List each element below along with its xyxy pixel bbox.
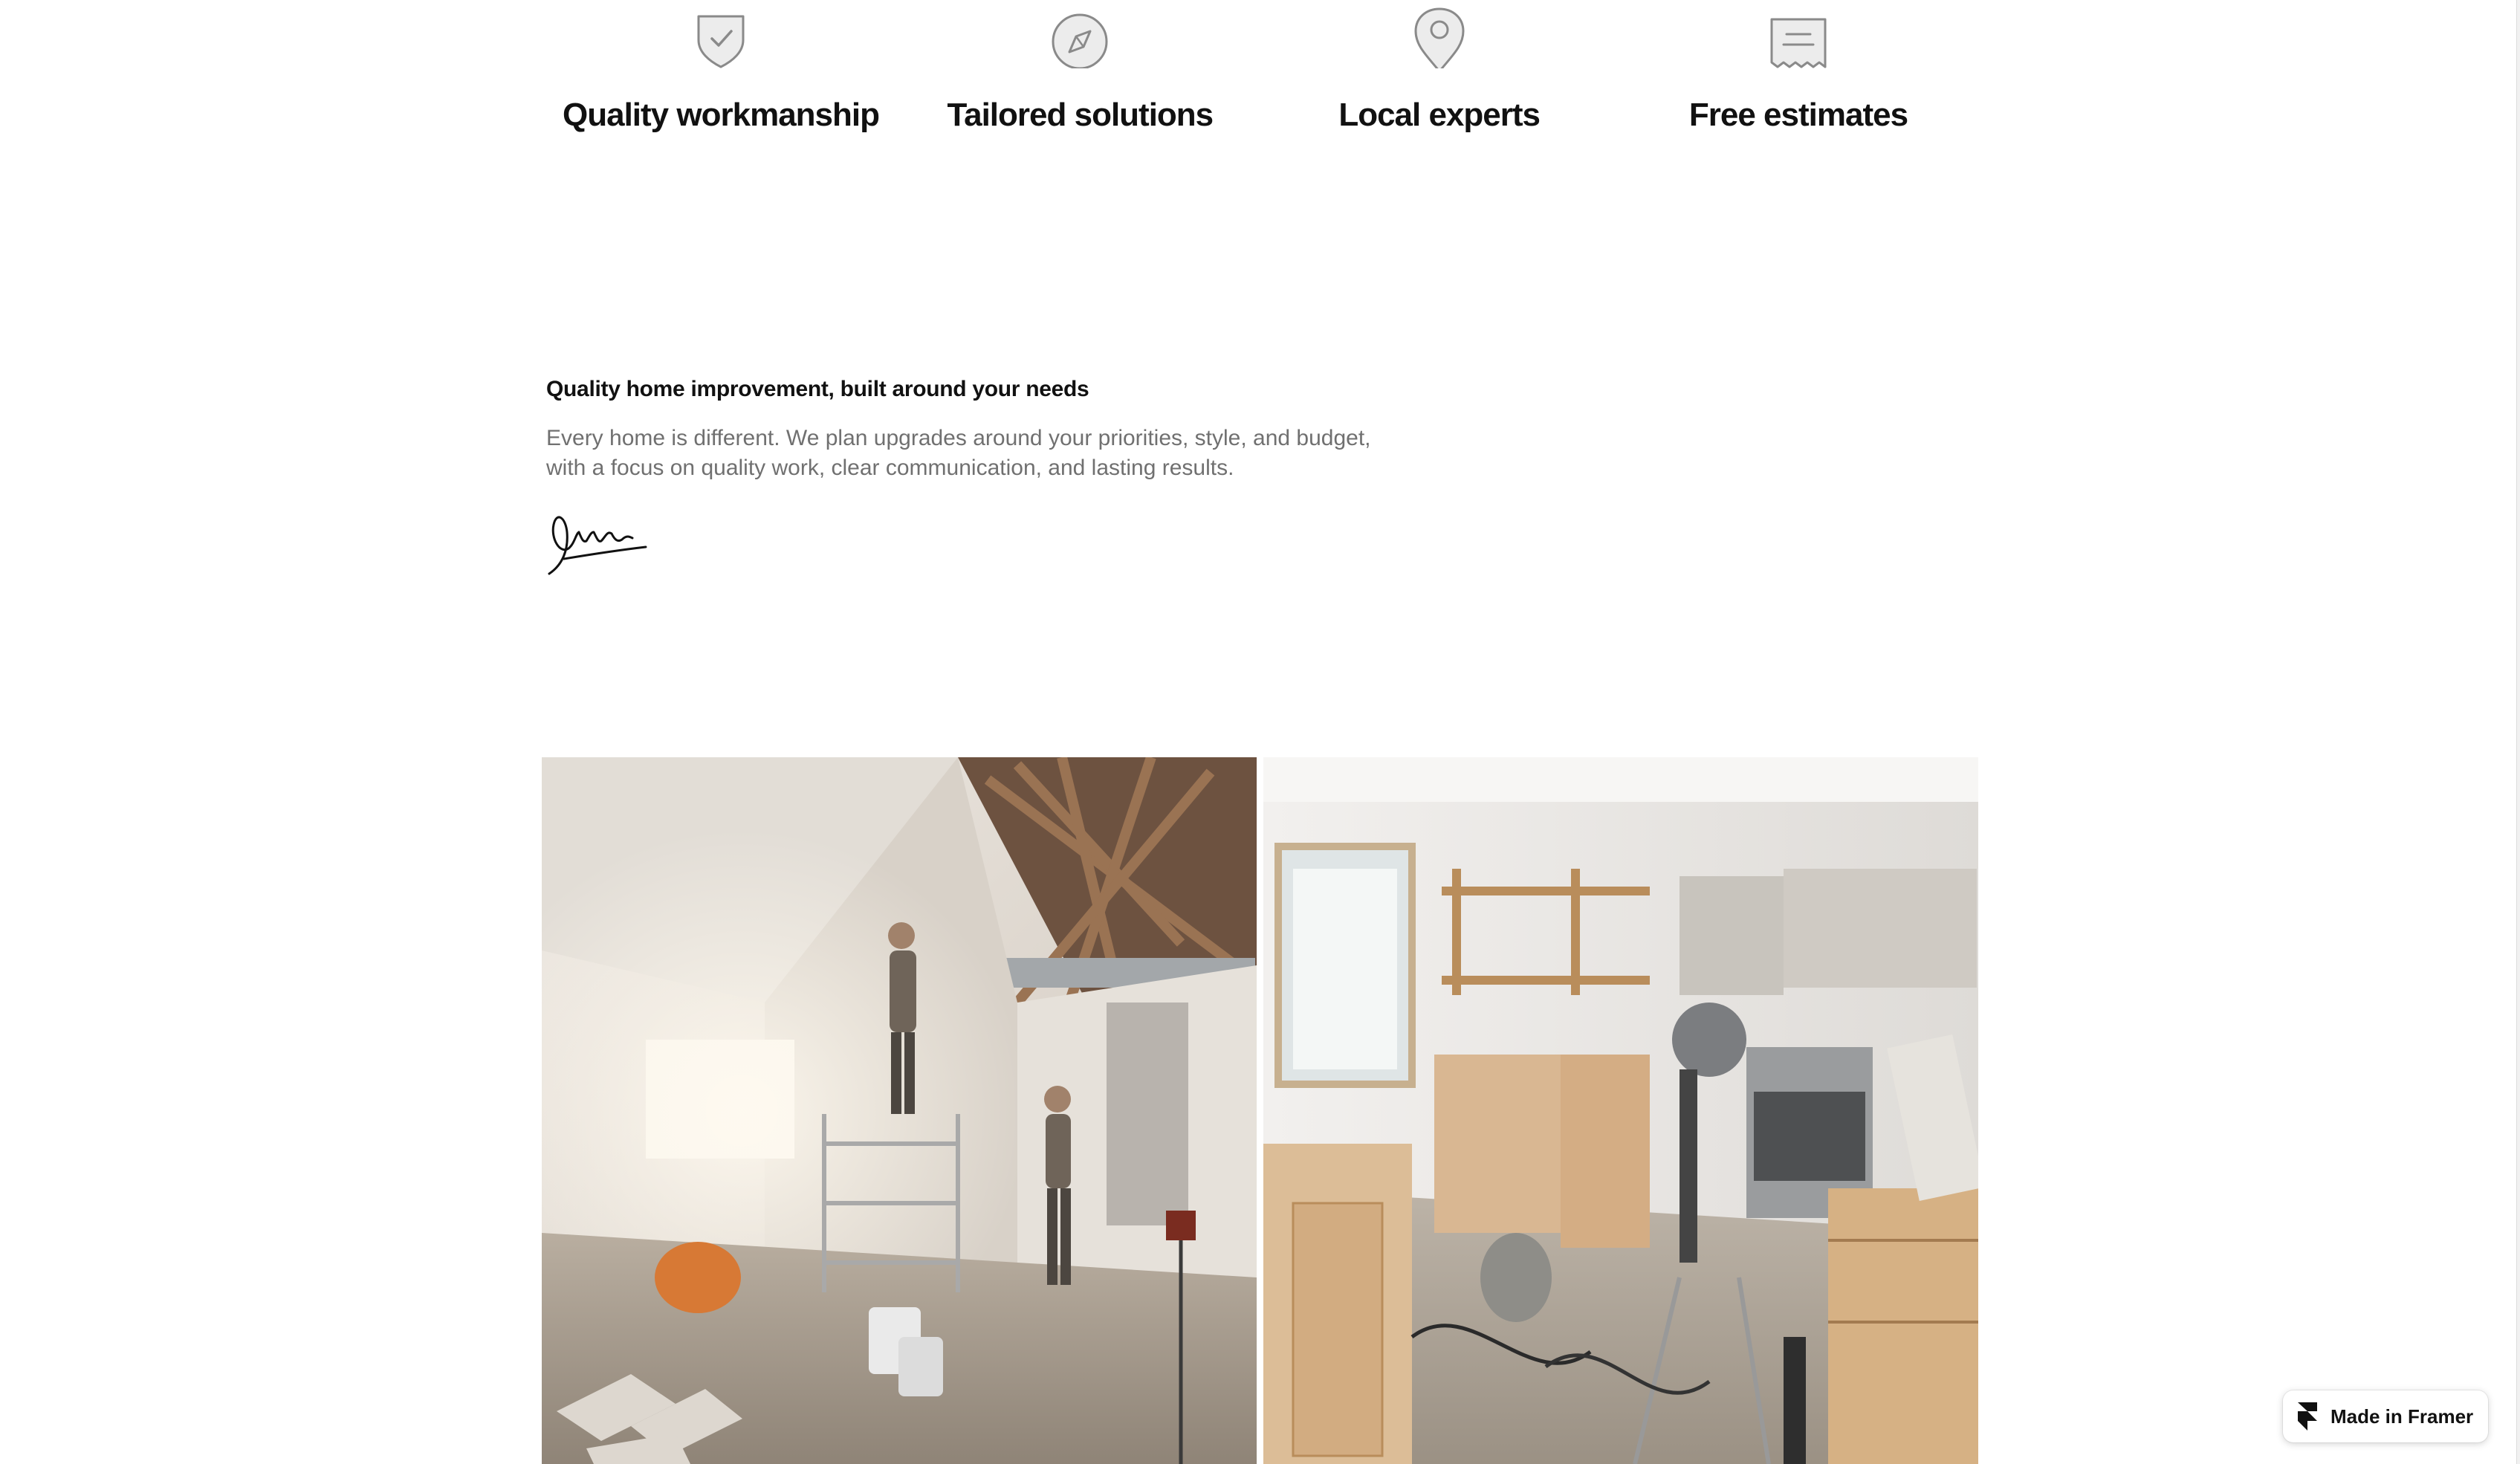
feature-label: Quality workmanship [563,97,879,133]
feature-tailored-solutions [901,6,1258,155]
intro-section [546,372,1379,577]
made-in-framer-badge[interactable] [2283,1390,2488,1442]
made-in-framer-label: Made in Framer [2330,1405,2474,1428]
feature-local-experts [1261,6,1618,155]
feature-label: Local experts [1338,97,1540,133]
compass-icon [1049,6,1111,68]
intro-body: Every home is different. We plan upgrades around your priorities, style, and budget, with a focus on quality work, clear communication, and lasting results. [546,426,1371,480]
feature-label: Free estimates [1688,97,1908,133]
feature-quality-workmanship [542,6,899,155]
renovation-photo-living-room [542,757,1257,1464]
intro-heading: Quality home improvement, built around your needs [546,377,1089,401]
shield-check-icon [690,6,752,68]
page-scrollbar[interactable] [2516,0,2520,1464]
receipt-icon [1767,6,1830,68]
photo-gallery [542,757,1978,1464]
feature-label: Tailored solutions [947,97,1214,133]
features-row [542,6,1977,155]
feature-free-estimates [1620,6,1977,155]
framer-logo-icon [2298,1402,2317,1431]
renovation-photo-kitchen [1263,757,1978,1464]
map-pin-icon [1408,6,1471,68]
signature-icon [546,505,650,577]
